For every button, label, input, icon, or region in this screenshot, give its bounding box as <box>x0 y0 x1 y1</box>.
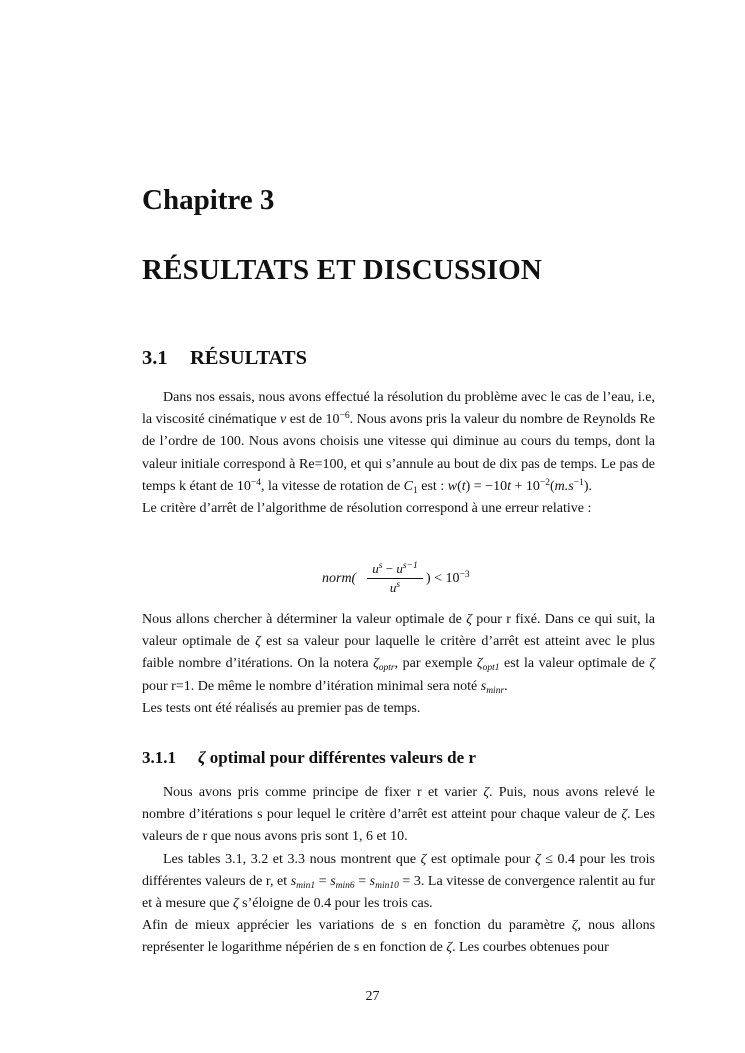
paragraph-stop-criterion: Le critère d’arrêt de l’algorithme de résolution correspond à une erreur relative : <box>142 501 592 517</box>
section-number: 3.1 <box>142 347 168 369</box>
fraction-bar <box>367 578 423 579</box>
section-heading <box>142 347 307 370</box>
chapter-title: RÉSULTATS ET DISCUSSION <box>142 254 543 286</box>
equation-fraction: $u^s - u^{s-1}$ $u^s$ <box>367 561 423 596</box>
paragraph-tests: Les tests ont été réalisés au premier pas de temps. <box>142 700 421 716</box>
section-title: RÉSULTATS <box>190 347 307 369</box>
paragraph-subsection-body: Nous avons pris comme principe de fixer r et varier ζ. Puis, nous avons relevé le nombre d’itérations s pour lequel le critère d’arrêt est atteint pour chaque valeur de ζ. Les valeurs de r que nous avons pris sont 1, 6 et 10. Les tables 3.1, 3.2 et 3.3 nous montrent que ζ est optimale pour ζ ≤ 0.4 pour les trois différentes valeurs de r, et $s_{min1} = s_{min6} = s_{min10} = 3$. La vitesse de convergence ralentit au fur et à mesure que ζ s’éloigne de 0.4 pour les trois cas. Afin de mieux apprécier les variations de s en fonction du paramètre ζ, nous allons représenter le logarithme népérien de s en fonction de ζ. Les courbes obtenues pour <box>142 785 656 956</box>
paragraph-optimal-zeta: Nous allons chercher à déterminer la valeur optimale de ζ pour r fixé. Dans ce qui suit, la valeur optimale de ζ est sa valeur pour laquelle le critère d’arrêt est atteint avec le plus faible nombre d’itérations. On la notera $\zeta_{optr}$, par exemple $\zeta_{opt1}$ est la valeur optimale de ζ pour r=1. De même le nombre d’itération minimal sera noté $s_{minr}$. Les tests ont été réalisés au premier pas de temps. <box>142 609 655 720</box>
nu-symbol: ν <box>280 412 287 428</box>
subsection-number: 3.1.1 <box>142 748 176 767</box>
equation-stop-criterion: norm( $u^s - u^{s-1}$ $u^s$ ) < $10^{-3}$ <box>322 561 470 595</box>
page-number: 27 <box>365 989 380 1004</box>
chapter-number: Chapitre 3 <box>142 184 275 216</box>
subsection-heading: 3.1.1 ζ optimal pour différentes valeurs de r <box>142 748 476 767</box>
subsection-title: optimal pour différentes valeurs de r <box>205 748 476 767</box>
paragraph-results-intro: Dans nos essais, nous avons effectué la résolution du problème avec le cas de l’eau, i.e, la viscosité cinématique ν est de $10^{-6}$. Nous avons pris la valeur du nombre de Reynolds Re de l’ordre de 100. Nous avons choisis une vitesse qui diminue au cours du temps, dont la valeur initiale correspond à Re=100, et qui s’annule au bout de dix pas de temps. Le pas de temps k étant de $10^{-4}$, la vitesse de rotation de $C_1$ est : $w(t) = -10t + 10^{-2}(m.s^{-1})$. Le critère d’arrêt de l’algorithme de résolution correspond à une erreur relative : <box>142 387 655 520</box>
